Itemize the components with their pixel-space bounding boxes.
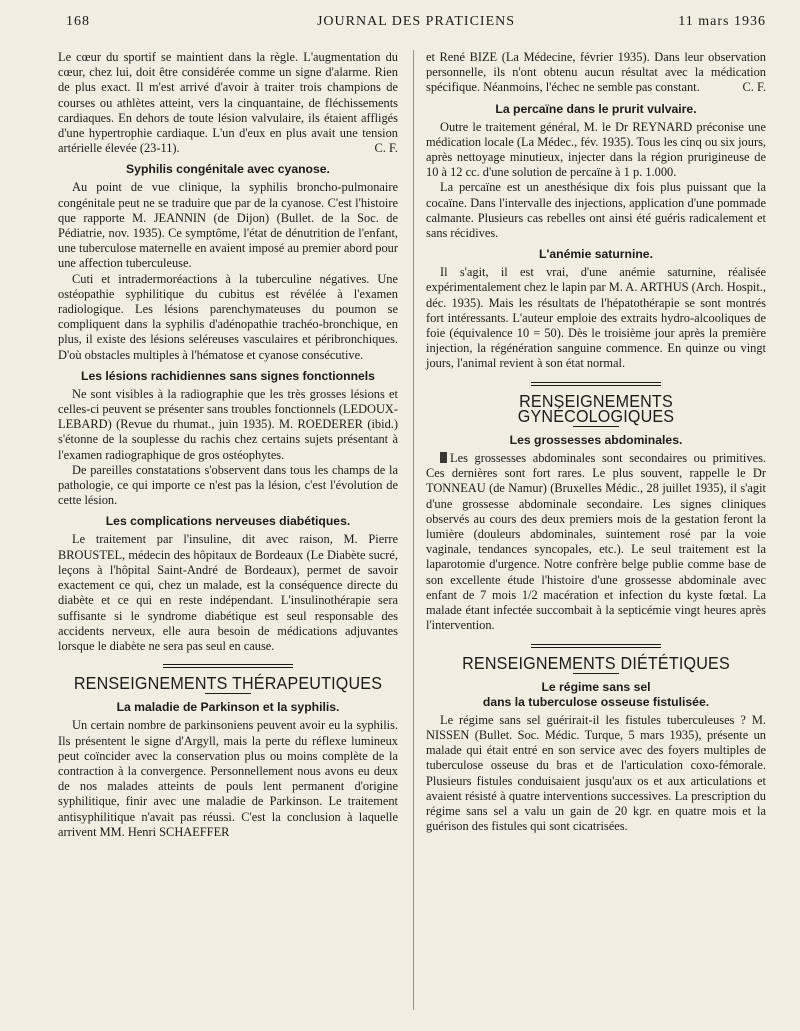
article-title-line: Le régime sans sel <box>541 679 651 694</box>
section-rule <box>58 664 398 668</box>
article-paragraph <box>426 451 766 633</box>
article-title-lesions-rachidiennes: Les lésions rachidiennes sans signes fonctionnels <box>81 368 375 383</box>
author-signature: C. F. <box>374 141 398 156</box>
article-paragraph: Un certain nombre de parkinsoniens peuvent avoir eu la syphilis. Ils présentent le signe d'Argyll, mais la perte du réflexe lumineux peut coïncider avec la conservation plus ou moins complète de la contraction à la convergence. Personnellement nous avons eu deux de nos malades atteints de pouls lent permanent d'origine syphilitique, finir avec une maladie de Parkinson. Le traitement antisyphilitique n'avait pas réussi. C'est la conclusion à laquelle arrivent MM. Henri SCHAEFFER <box>58 718 398 839</box>
article-title-grossesses-abdominales: Les grossesses abdominales. <box>509 433 683 448</box>
article-paragraph: De pareilles constatations s'observent dans tous les champs de la pathologie, ce qui importe ce n'est pas la lésion, c'est l'évolution de cette lésion. <box>58 462 398 508</box>
article-paragraph: Le traitement par l'insuline, dit avec raison, M. Pierre BROUSTEL, médecin des hôpitaux de Bordeaux (Le Diabète sucré, leçons à l'hôpital Saint-André de Bordeaux), permet de savoir exactement ce qui, chez un malade, est la conséquence directe du diabète et ce qui en reste indépendant. L'insulinothérapie sera suffisante si le syndrome diabétique est seul responsable des accidents nerveux, elle aura besoin de médications adjuvantes lorsque le diabète ne sera pas seul en cause. <box>58 532 398 653</box>
article-paragraph: Le régime sans sel guérirait-il les fistules tuberculeuses ? M. NISSEN (Bullet. Soc. Médic. Turque, 5 mars 1935), présente un malade qui était entré en son service avec des foyers multiples de tuberculose osseuse du bras et de l'articulation coxo-fémorale. Plusieurs fistules conduisaient jusqu'aux os et aux articulations et avaient résisté à quatre interventions successives. La prescription du régime sans sel a valu un gain de 20 kgr. en quatre mois et la guérison des fistules qui sont cicatrisées. <box>426 712 766 834</box>
running-head <box>66 14 766 36</box>
continued-text: et René BIZE (La Médecine, février 1935). Dans leur observation personnelle, ils n'ont obtenu aucun résultat avec la médication spécifique. Néanmoins, l'échec ne semble pas constant. <box>426 50 766 95</box>
intro-paragraph <box>58 50 398 156</box>
continued-paragraph <box>426 50 766 96</box>
section-heading-gynecologiques: RENSEIGNEMENTS GYNÉCOLOGIQUES <box>517 390 675 426</box>
article-title-parkinson: La maladie de Parkinson et la syphilis. <box>116 700 340 715</box>
article-paragraph: Cuti et intradermoréactions à la tuberculine négatives. Une ostéopathie syphilitique du cubitus est révélée à l'examen radiologique. Les lésions parenchymateuses du poumon se compliquent dans la syphilis d'adénopathie trachéo-bronchique, en plus, il existe des lésions seléreuses vasculaires et péribronchiques. D'où obstacles multiples à l'hématose et cyanose consécutive. <box>58 271 398 362</box>
section-rule <box>426 644 766 648</box>
page-number: 168 <box>66 14 90 29</box>
section-heading-therapeutiques: RENSEIGNEMENTS THÉRAPEUTIQUES <box>73 673 383 694</box>
section-underline <box>205 693 251 694</box>
ornament-mark <box>440 452 447 463</box>
section-heading-dietetiques: RENSEIGNEMENTS DIÉTÉTIQUES <box>462 652 730 673</box>
article-paragraph: La percaïne est un anesthésique dix fois plus puissant que la cocaïne. Dans l'intervalle des injections, application d'une pommade calmante. Plusieurs cas rebelles ont ainsi été guéris radicalement et sans récidives. <box>426 180 766 241</box>
article-paragraph: Outre le traitement général, M. le Dr REYNARD préconise une médication locale (La Médec., fév. 1935). Tous les cinq ou six jours, après nettoyage minutieux, injecter dans la région prurigineuse de 10 à 12 cc. d'une solution de percaïne à 1 p. 1.000. <box>426 119 766 180</box>
column-divider <box>413 50 414 1010</box>
section-underline <box>573 673 619 674</box>
author-signature: C. F. <box>742 80 766 95</box>
journal-title: JOURNAL DES PRATICIENS <box>316 14 516 29</box>
intro-text: Le cœur du sportif se maintient dans la règle. L'augmentation du cœur, chez lui, doit être considérée comme un signe d'alarme. Rien de plus exact. Il m'est arrivé d'avoir à traiter trois champions de courses ou athlètes atteint, vers la cinquantaine, de fléchissements cardiaques. En dehors de toute lésion valvulaire, ils étaient affligés d'une hypertrophie cardiaque. L'un d'eux en plus avait une tension artérielle élevée (23-11). <box>58 50 398 156</box>
article-title-line: dans la tuberculose osseuse fistulisée. <box>482 694 710 709</box>
article-text: Les grossesses abdominales sont secondaires ou primitives. Ces dernières sont fort rares. Le plus souvent, rappelle le Dr TONNEAU (de Namur) (Bruxelles Médic., 28 juillet 1935), il s'agit d'une grossesse abdominale secondaire. Les signes cliniques observés au cours des deux premiers mois de la gestation feront la lumière (douleurs abdominales, suintement rosé par la voie vaginale, tendances syncopales, etc.). Le seul traitement est la laparotomie d'urgence. Notre confrère belge publie comme base de son excellente étude l'histoire d'une grossesse abdominale avec enfant de 7 mois 1/2 macération et infection du kyste fœtal. La malade étant infectée succombait à la septicémie vingt heures après l'intervention. <box>426 451 766 633</box>
article-title-syphilis-cyanose: Syphilis congénitale avec cyanose. <box>126 162 330 177</box>
article-paragraph: Au point de vue clinique, la syphilis broncho-pulmonaire congénitale peut ne se traduire que par de la cyanose. C'est l'histoire que rapporte M. JEANNIN (de Dijon) (Bullet. de la Soc. de Pédiatrie, nov. 1935). Ce symptôme, l'état de dénutrition de l'enfant, une tuberculose maternelle en avaient imposé au premier abord pour une affection tuberculeuse. <box>58 180 398 271</box>
article-paragraph: Il s'agit, il est vrai, d'une anémie saturnine, réalisée expérimentalement chez le lapin par M. A. ARTHUS (Arch. Hospit., déc. 1935). Mais les résultats de l'hépatothérapie se sont montrés fort intéressants. L'auteur emploie des extraits hydro-alcooliques de foie (équivalence 10 = 50). Dès le troisième jour après la première injection, la régénération sanguine commence. En quinze ou vingt jours, l'animal revient à son état normal. <box>426 265 766 371</box>
section-rule <box>426 382 766 386</box>
article-title-percaine: La percaïne dans le prurit vulvaire. <box>495 101 697 116</box>
section-underline <box>573 426 619 427</box>
article-title-regime-sans-sel <box>426 680 766 710</box>
article-paragraph: Ne sont visibles à la radiographie que les très grosses lésions et celles-ci peuvent se présenter sans troubles fonctionnels (LEDOUX-LEBARD) (Revue du rhumat., juin 1935). M. ROEDERER (ibid.) s'étonne de la souplesse du rachis chez certains sujets présentant à l'examen radiographique de gros ostéophytes. <box>58 386 398 462</box>
right-column <box>426 50 766 834</box>
left-column <box>58 50 398 840</box>
issue-date: 11 mars 1936 <box>678 14 766 29</box>
article-title-complications-diabetiques: Les complications nerveuses diabétiques. <box>105 514 351 529</box>
article-title-anemie-saturnine: L'anémie saturnine. <box>539 247 653 262</box>
